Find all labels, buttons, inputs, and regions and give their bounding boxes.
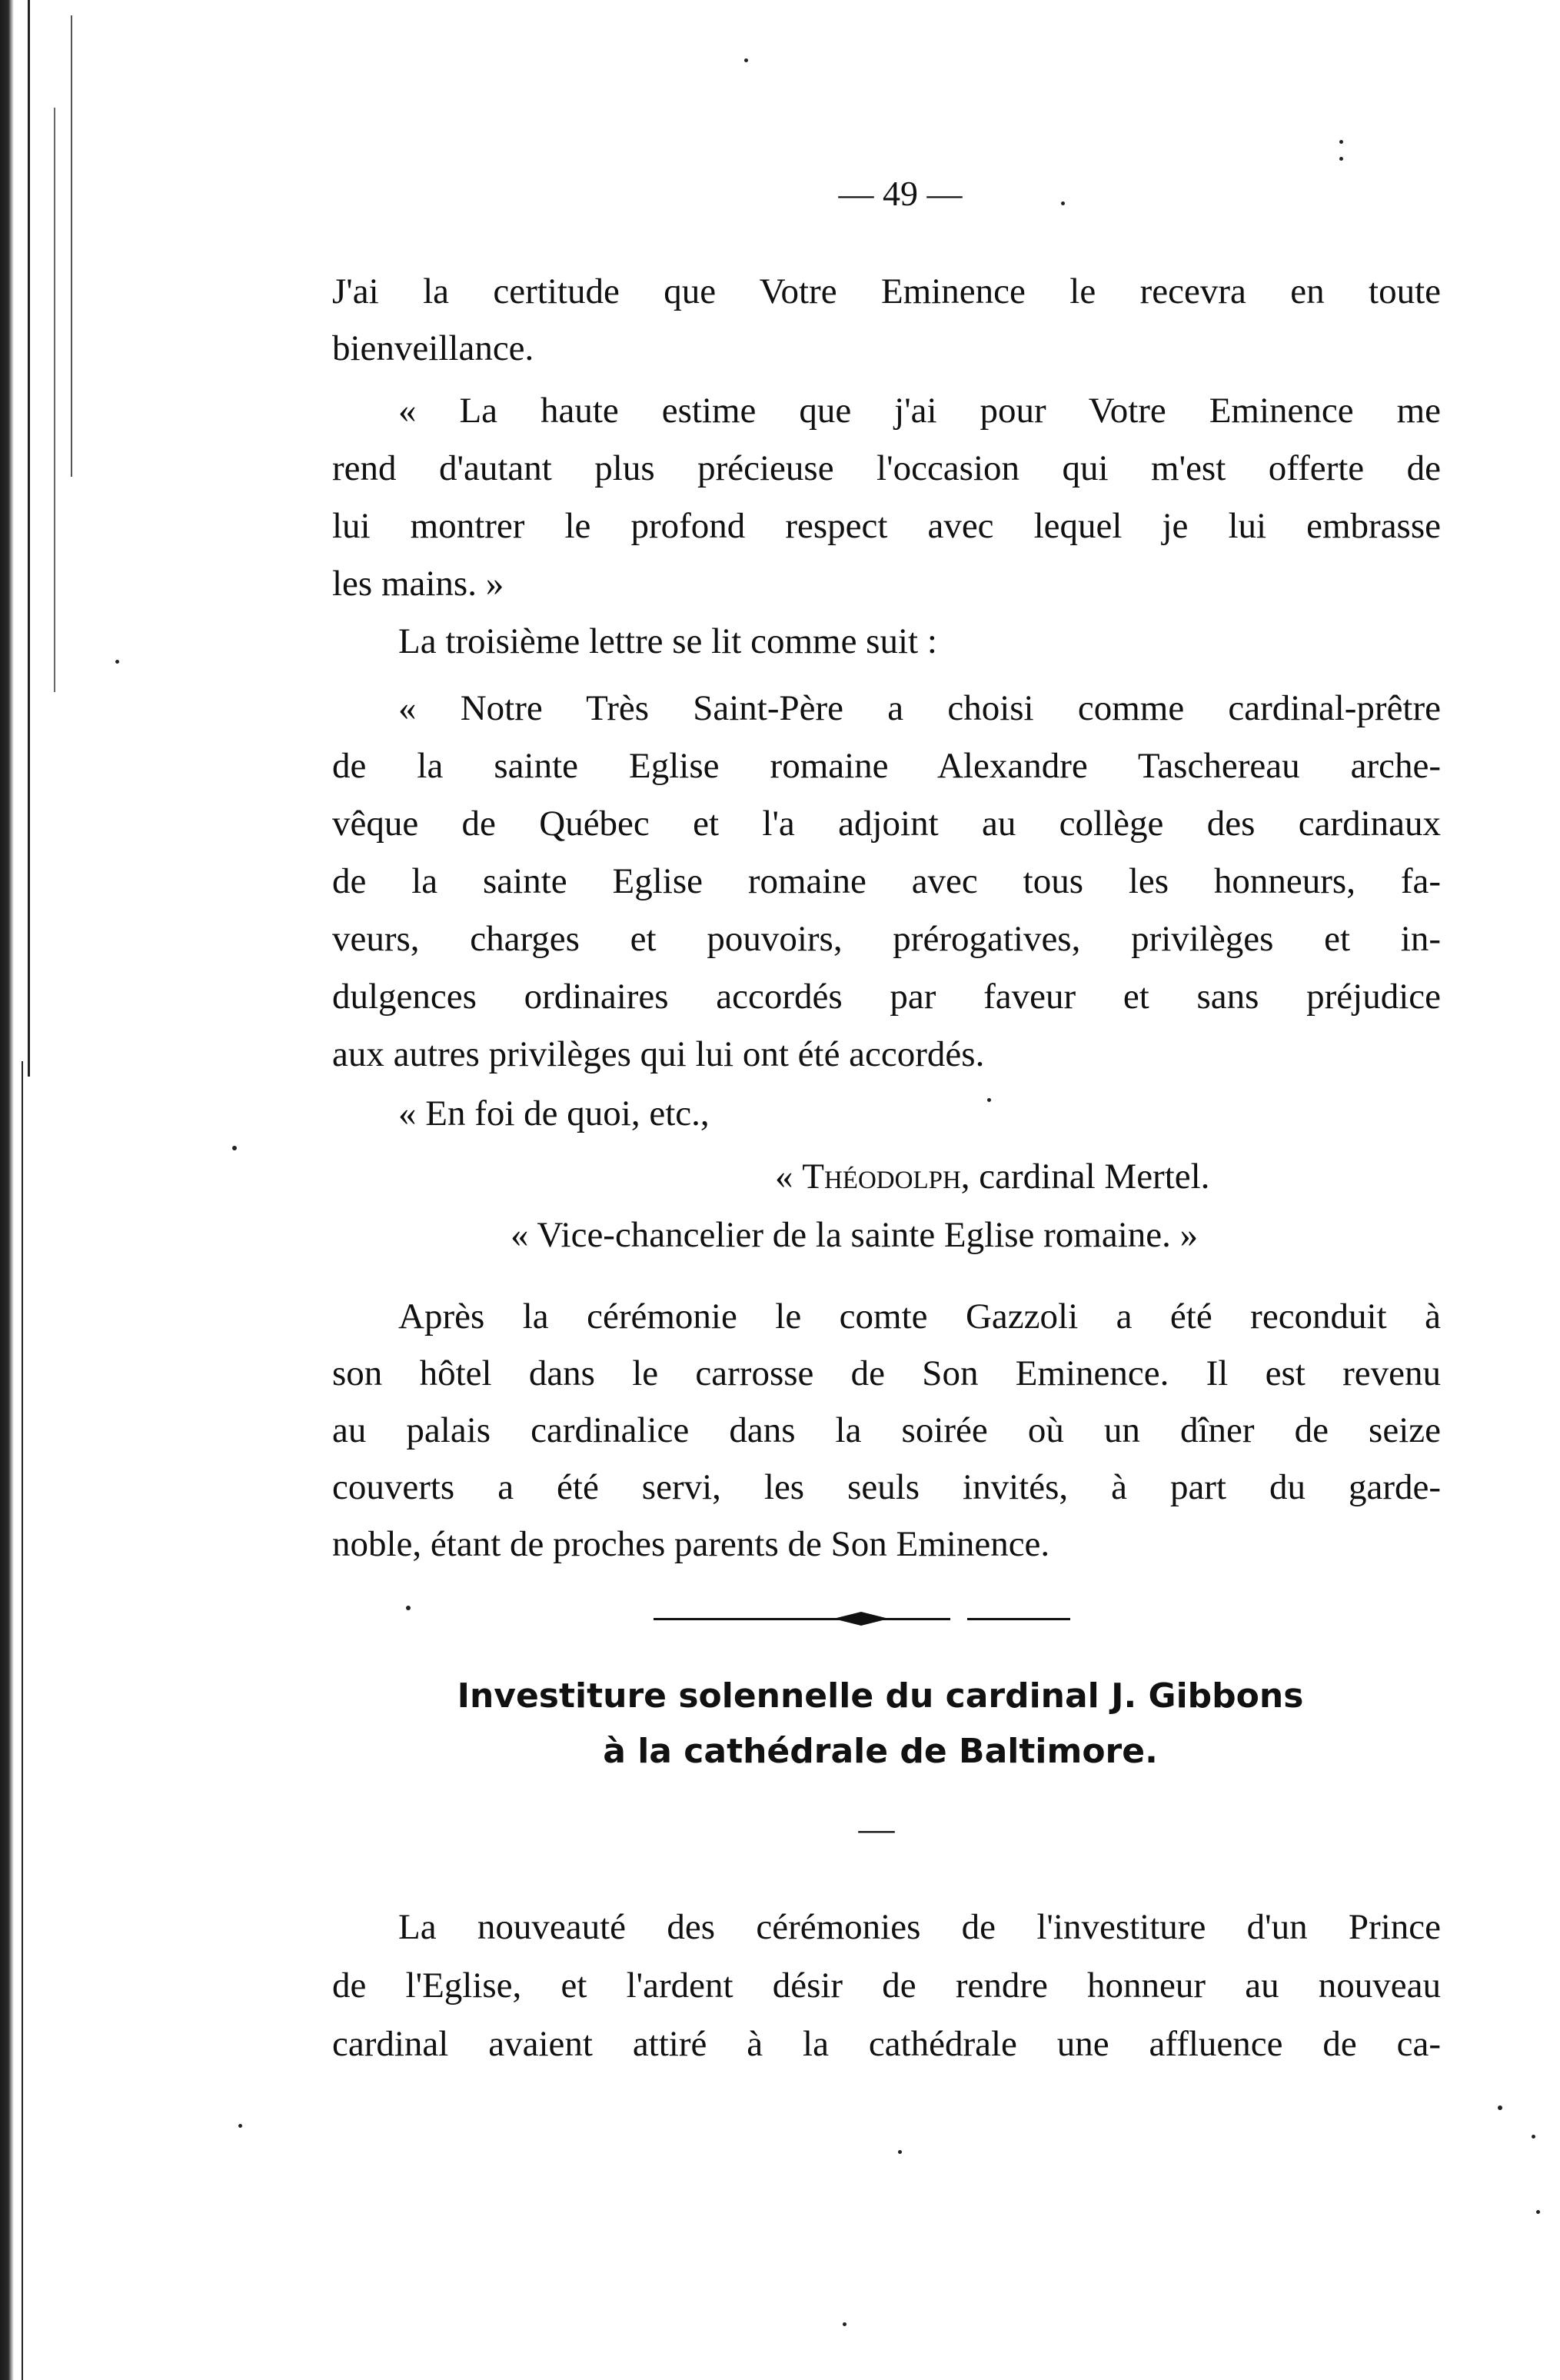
ornament-rule bbox=[654, 1618, 950, 1620]
text-line: « En foi de quoi, etc., bbox=[398, 1093, 710, 1133]
binding-edge bbox=[0, 0, 92, 2380]
page-number: — 49 — bbox=[838, 174, 963, 213]
ink-speck bbox=[987, 1098, 991, 1102]
text-line: J'ai la certitude que Votre Eminence le recevra en toute bbox=[332, 271, 1441, 311]
section-heading-line: Investiture solennelle du cardinal J. Gibbons bbox=[457, 1676, 1304, 1716]
text-line: lui montrer le profond respect avec lequel je lui embrasse bbox=[332, 506, 1441, 546]
text-line: vêque de Québec et l'a adjoint au collège des cardinaux bbox=[332, 804, 1441, 844]
ink-speck bbox=[898, 2150, 902, 2154]
text-line: aux autres privilèges qui lui ont été accordés. bbox=[332, 1034, 985, 1074]
ornament-center bbox=[833, 1612, 889, 1619]
text-line: de la sainte Eglise romaine avec tous les honneurs, fa- bbox=[332, 861, 1441, 901]
ornament-rule bbox=[967, 1618, 1070, 1620]
ink-speck bbox=[843, 2322, 847, 2326]
signature-quote: « bbox=[775, 1157, 803, 1197]
signature-name: Théodolph bbox=[802, 1157, 961, 1197]
text-line: La nouveauté des cérémonies de l'investiture d'un Prince bbox=[398, 1907, 1441, 1947]
text-line: son hôtel dans le carrosse de Son Eminence. Il est revenu bbox=[332, 1353, 1441, 1393]
binding-line bbox=[28, 0, 30, 1077]
text-line: de l'Eglise, et l'ardent désir de rendre honneur au nouveau bbox=[332, 1966, 1441, 2006]
text-line: couverts a été servi, les seuls invités, à part du garde- bbox=[332, 1467, 1441, 1507]
text-line: rend d'autant plus précieuse l'occasion qui m'est offerte de bbox=[332, 448, 1441, 488]
ink-speck bbox=[1532, 2135, 1535, 2139]
text-line: au palais cardinalice dans la soirée où un dîner de seize bbox=[332, 1410, 1441, 1450]
signature-title: « Vice-chancelier de la sainte Eglise romaine. » bbox=[511, 1215, 1199, 1255]
text-line: « La haute estime que j'ai pour Votre Eminence me bbox=[398, 391, 1441, 431]
text-line: cardinal avaient attiré à la cathédrale une affluence de ca- bbox=[332, 2024, 1441, 2064]
ink-speck bbox=[1339, 157, 1343, 161]
ink-speck bbox=[115, 660, 119, 664]
section-separator: — bbox=[858, 1809, 895, 1849]
ink-speck bbox=[406, 1606, 411, 1610]
text-line: veurs, charges et pouvoirs, prérogatives, privilèges et in- bbox=[332, 919, 1441, 959]
ink-speck bbox=[744, 58, 748, 62]
binding-shadow bbox=[0, 0, 14, 2380]
section-heading-line: à la cathédrale de Baltimore. bbox=[603, 1732, 1158, 1771]
ink-speck bbox=[1339, 140, 1343, 144]
text-line: dulgences ordinaires accordés par faveur et sans préjudice bbox=[332, 977, 1441, 1017]
text-line: les mains. » bbox=[332, 564, 504, 604]
signature-line bbox=[775, 1153, 1209, 1200]
binding-line bbox=[71, 15, 72, 477]
text-line: Après la cérémonie le comte Gazzoli a été reconduit à bbox=[398, 1297, 1441, 1336]
text-line: noble, étant de proches parents de Son Eminence. bbox=[332, 1524, 1050, 1564]
text-line: de la sainte Eglise romaine Alexandre Taschereau arche- bbox=[332, 746, 1441, 786]
ornament-center bbox=[833, 1619, 889, 1626]
binding-line bbox=[54, 108, 55, 692]
ink-speck bbox=[1498, 2105, 1502, 2110]
ink-speck bbox=[1536, 2210, 1540, 2214]
binding-line bbox=[22, 1061, 23, 2380]
text-line: « Notre Très Saint-Père a choisi comme cardinal-prêtre bbox=[398, 688, 1441, 728]
ink-speck bbox=[238, 2124, 242, 2128]
ink-speck bbox=[232, 1146, 237, 1150]
signature-rest: , cardinal Mertel. bbox=[960, 1157, 1210, 1197]
text-line: La troisième lettre se lit comme suit : bbox=[398, 621, 937, 661]
text-line: bienveillance. bbox=[332, 328, 534, 368]
ink-speck bbox=[1061, 201, 1065, 205]
